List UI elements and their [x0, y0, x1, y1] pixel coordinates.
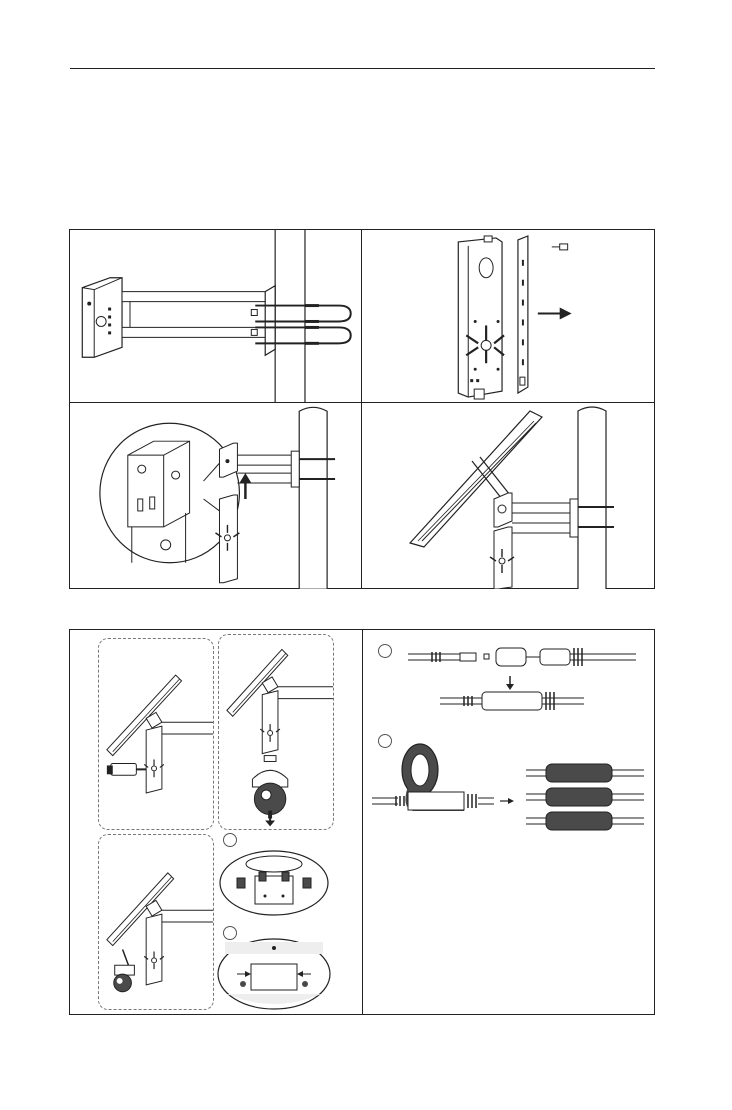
pan-tilt-camera-illustration	[99, 835, 213, 1009]
step-marker-cable-1	[378, 644, 392, 658]
view-pan-tilt-camera-mounted	[98, 834, 214, 1010]
figure-junction-box-cover-removal	[362, 230, 655, 403]
view-dome-camera-mounting	[218, 634, 334, 830]
top-figure-panel	[69, 229, 655, 589]
bullet-camera-illustration	[99, 639, 213, 829]
bracket-screw-detail-1	[219, 850, 329, 916]
figure-solar-panel-installed	[362, 403, 655, 589]
box-joins-bracket-illustration	[70, 403, 361, 589]
dome-camera-illustration	[219, 635, 333, 829]
bracket-screw-detail-2	[217, 938, 331, 1010]
tape-wrapping-connectors	[368, 738, 648, 848]
figure-box-joins-bracket	[70, 403, 362, 589]
view-bullet-camera-mounted	[98, 638, 214, 830]
bracket-on-pole-illustration	[70, 230, 361, 402]
junction-box-cover-illustration	[362, 230, 655, 402]
solar-panel-illustration	[362, 403, 655, 589]
cable-connector-joining	[400, 636, 640, 716]
header-rule	[70, 68, 655, 69]
bottom-figure-panel	[69, 629, 655, 1015]
panel-divider	[362, 630, 363, 1014]
step-marker-detail-1	[223, 833, 237, 847]
figure-bracket-on-pole	[70, 230, 362, 403]
